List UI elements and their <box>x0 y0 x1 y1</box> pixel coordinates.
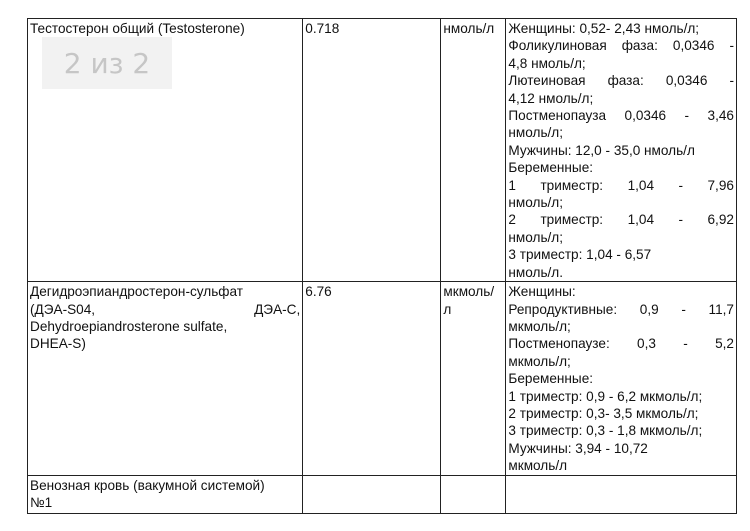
text-line: 4,12 нмоль/л; <box>508 90 594 106</box>
text-line: Дегидроэпиандростерон-сульфат <box>30 284 243 300</box>
word: триместр: <box>540 212 604 228</box>
word: 0,0346 <box>624 108 667 124</box>
reference-range-cell <box>506 19 737 282</box>
word: Репродуктивные: <box>508 301 618 317</box>
text-line: л <box>443 301 452 317</box>
text-line: №1 <box>30 494 53 510</box>
justified-line <box>30 301 300 318</box>
word: 1,04 <box>627 177 655 193</box>
word: 0,0346 <box>672 38 715 54</box>
word: 11,7 <box>708 301 734 317</box>
text-line: мкмоль/л <box>508 458 568 474</box>
table-row <box>28 475 737 513</box>
word: 2 <box>508 212 516 228</box>
text-line: 4,8 нмоль/л; <box>508 55 586 71</box>
text-line: мкмоль/л; <box>508 318 571 334</box>
test-name-cell <box>28 475 303 513</box>
word: Лютеиновая <box>508 73 586 89</box>
word: 0,9 <box>639 301 659 317</box>
word: Постменопауза <box>508 108 607 124</box>
text-line: мкмоль/л; <box>508 353 571 369</box>
result-value-cell <box>303 475 441 513</box>
word: - <box>678 212 684 228</box>
result-value-cell <box>303 282 441 475</box>
word: Постменопаузе: <box>508 336 610 352</box>
justified-line <box>508 72 734 89</box>
text-line: Женщины: <box>508 284 576 300</box>
word: Фоликулиновая <box>508 38 607 54</box>
word: 3,46 <box>707 108 734 124</box>
word: - <box>683 336 688 352</box>
unit-cell <box>441 19 506 282</box>
word: - <box>678 177 684 193</box>
word: 5,2 <box>715 336 734 352</box>
result-value: 0.718 <box>305 21 340 36</box>
text-line: 3 триместр: 1,04 - 6,57 <box>508 247 652 263</box>
text-line: Венозная кровь (вакумной системой) <box>30 477 265 493</box>
justified-line <box>508 335 734 352</box>
unit-cell <box>441 282 506 475</box>
text-line: DHEA-S) <box>30 336 86 352</box>
text-line: Мужчины: 12,0 - 35,0 нмоль/л <box>508 142 695 158</box>
reference-range-cell <box>506 475 737 513</box>
results-table <box>27 18 737 514</box>
justified-line <box>508 301 734 318</box>
unit-cell <box>441 475 506 513</box>
text-line: нмоль/л; <box>508 125 564 141</box>
word: 6,92 <box>707 212 734 228</box>
result-value: 6.76 <box>305 284 332 300</box>
text-line: Беременные: <box>508 160 594 176</box>
text-line: Беременные: <box>508 371 594 387</box>
word: ДЭА-С, <box>254 301 301 317</box>
page-indicator-badge: 2 из 2 <box>42 37 172 89</box>
text-line: нмоль/л; <box>508 229 564 245</box>
test-name-cell <box>28 282 303 475</box>
word: - <box>684 108 690 124</box>
word: фаза: <box>607 73 644 89</box>
word: (ДЭА-S04, <box>30 301 96 317</box>
justified-line <box>508 177 734 194</box>
text-line: Тестостерон общий (Testosterone) <box>30 21 245 36</box>
text-line: нмоль/л. <box>508 264 564 280</box>
text-line: нмоль/л; <box>508 195 564 211</box>
justified-line <box>508 37 734 54</box>
text-line: мкмоль/ <box>443 284 495 300</box>
text-line: 2 триместр: 0,3- 3,5 мкмоль/л; <box>508 405 699 421</box>
word: 1 <box>508 177 516 193</box>
word: 7,96 <box>707 177 734 193</box>
reference-range-cell <box>506 282 737 475</box>
text-line: нмоль/л <box>443 21 495 36</box>
text-line: 1 триместр: 0,9 - 6,2 мкмоль/л; <box>508 388 703 404</box>
word: 0,0346 <box>665 73 708 89</box>
justified-line <box>508 211 734 228</box>
word: фаза: <box>621 38 658 54</box>
word: 0,3 <box>637 336 656 352</box>
word: - <box>729 38 734 54</box>
table-row <box>28 282 737 475</box>
text-line: Dehydroepiandrosterone sulfate, <box>30 318 228 334</box>
text-line: Женщины: 0,52- 2,43 нмоль/л; <box>508 21 700 36</box>
word: - <box>729 73 734 89</box>
text-line: 3 триместр: 0,3 - 1,8 мкмоль/л; <box>508 423 703 439</box>
word: 1,04 <box>627 212 655 228</box>
text-line: Мужчины: 3,94 - 10,72 <box>508 440 648 456</box>
result-value-cell <box>303 19 441 282</box>
word: триместр: <box>540 177 604 193</box>
justified-line <box>508 107 734 124</box>
word: - <box>681 301 686 317</box>
